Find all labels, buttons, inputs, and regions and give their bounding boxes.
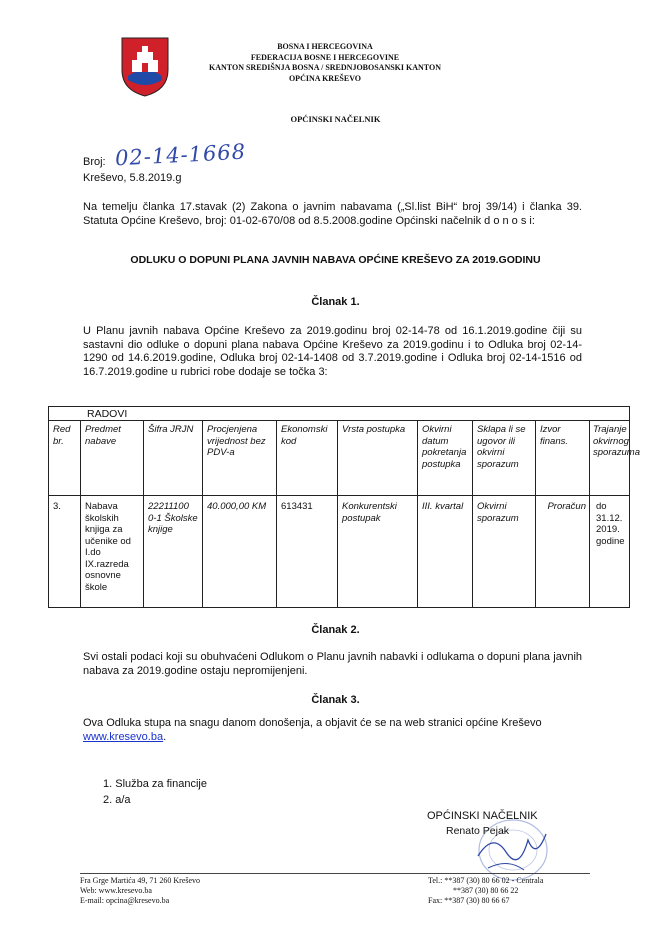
article-3-text — [83, 717, 582, 744]
column-header: Trajanje okvirnog sporazuma — [593, 424, 640, 458]
footer-line: E-mail: opcina@kresevo.ba — [80, 896, 170, 905]
reference-label: Broj: — [83, 156, 106, 168]
table-divider — [337, 420, 338, 608]
table-divider — [48, 495, 630, 496]
column-header: Izvor finans. — [540, 424, 568, 447]
column-header: Šifra JRJN — [148, 424, 194, 435]
column-header: Predmet nabave — [85, 424, 121, 447]
decision-title: ODLUKU O DOPUNI PLANA JAVNIH NABAVA OPĆINE KREŠEVO ZA 2019.GODINU — [130, 254, 541, 266]
institution-header — [175, 42, 475, 84]
handwritten-reference-number: 02-14-1668 — [114, 139, 247, 171]
footer-line: Tel.: **387 (30) 80 66 02 - Centrala — [428, 876, 544, 885]
intro-paragraph: Na temelju članka 17.stavak (2) Zakona o javnim nabavama („Sl.list BiH“ broj 39/14) i članka 39. Statuta Općine Kreševo, broj: 01-02-670/08 od 8.5.2008.godine Općinski načelnik d o n o s i: — [83, 201, 582, 227]
footer-divider — [80, 873, 590, 874]
column-header: Red br. — [53, 424, 71, 447]
table-cell: 3. — [53, 501, 61, 512]
table-cell: Okvirni sporazum — [477, 501, 519, 524]
header-line: OPĆINA KREŠEVO — [288, 73, 362, 83]
table-cell: Konkurentski postupak — [342, 501, 397, 524]
signatory-title: OPĆINSKI NAČELNIK — [427, 810, 538, 822]
column-header: Vrsta postupka — [342, 424, 406, 435]
article-1-text: U Planu javnih nabava Općine Kreševo za 2019.godinu broj 02-14-78 od 16.1.2019.godine čiji su sastavni dio odluke o dopuni plana nabava Općine Kreševo za 2019.godinu i to Odluka broj 02-14-1290 od 14.6.2019.godine, Odluka broj 02-14-1408 od 3.7.2019.godine i Odluka broj 02-14-1516 od 16.7.2019.godine u rubrici robe dodaje se točka 3: — [83, 325, 582, 378]
website-link[interactable]: www.kresevo.ba — [83, 730, 164, 743]
footer-line: **387 (30) 80 66 22 — [453, 886, 519, 895]
article-1-heading: Članak 1. — [311, 296, 360, 308]
table-divider — [80, 420, 81, 608]
office-title: OPĆINSKI NAČELNIK — [290, 114, 381, 124]
table-divider — [589, 420, 590, 608]
table-divider — [276, 420, 277, 608]
article-3-body: Ova Odluka stupa na snagu danom donošenja, a objavit će se na web stranici općine Kreševo — [83, 717, 542, 729]
distribution-item: 2. a/a — [103, 794, 131, 806]
table-divider — [202, 420, 203, 608]
column-header: Procjenjena vrijednost bez PDV-a — [207, 424, 266, 458]
column-header: Okvirni datum pokretanja postupka — [422, 424, 467, 470]
footer-contacts — [428, 876, 543, 906]
document-date: Kreševo, 5.8.2019.g — [83, 172, 182, 184]
article-2-heading: Članak 2. — [311, 624, 360, 636]
table-cell: Proračun — [547, 501, 586, 512]
table-section-label: RADOVI — [87, 408, 128, 420]
footer-line: Fra Grge Martića 49, 71 260 Kreševo — [80, 876, 201, 885]
table-cell: Nabava školskih knjiga za učenike od I.do IX.razreda osnovne škole — [85, 501, 131, 593]
municipality-crest-logo — [120, 36, 170, 98]
table-divider — [535, 420, 536, 608]
article-3-end: . — [163, 730, 167, 743]
distribution-item: 1. Služba za financije — [103, 778, 207, 790]
header-line: BOSNA I HERCEGOVINA — [277, 42, 373, 51]
table-cell: 22211100 0-1 Školske knjige — [148, 501, 198, 535]
footer-line: Web: www.kresevo.ba — [80, 886, 152, 895]
table-cell: 40.000,00 KM — [207, 501, 267, 512]
header-line: KANTON SREDIŠNJA BOSNA / SREDNJOBOSANSKI KANTON — [209, 63, 441, 72]
table-divider — [143, 420, 144, 608]
table-cell: III. kvartal — [422, 501, 464, 512]
footer-line: Fax: **387 (30) 80 66 67 — [428, 896, 510, 905]
signatory-name: Renato Pejak — [446, 825, 510, 837]
footer-address — [80, 876, 200, 906]
column-header: Ekonomski kod — [281, 424, 328, 447]
article-3-heading: Članak 3. — [311, 694, 360, 706]
table-divider — [417, 420, 418, 608]
article-2-text: Svi ostali podaci koji su obuhvaćeni Odlukom o Planu javnih nabavki i odlukama o dopuni plana javnih nabava za 2019.godine ostaju nepromijenjeni. — [83, 651, 582, 677]
table-divider — [48, 420, 630, 421]
table-cell: 613431 — [281, 501, 313, 512]
table-cell: do 31.12. 2019. godine — [596, 501, 625, 547]
header-line: FEDERACIJA BOSNE I HERCEGOVINE — [250, 52, 400, 62]
column-header: Sklapa li se ugovor ili okvirni sporazum — [477, 424, 526, 470]
table-divider — [472, 420, 473, 608]
